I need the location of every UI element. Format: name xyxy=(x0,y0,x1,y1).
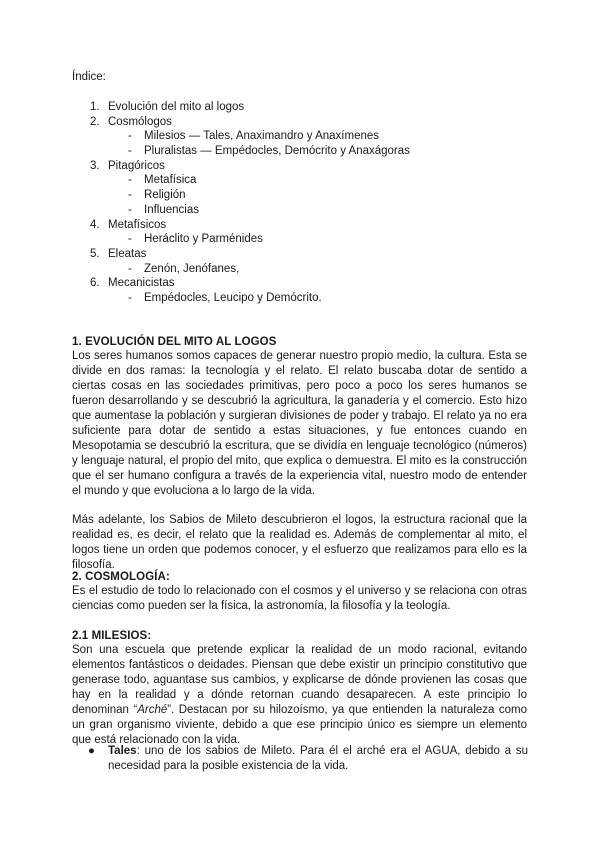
toc-subitem-text: Heráclito y Parménides xyxy=(144,233,263,246)
toc-subitem xyxy=(72,173,532,188)
toc-subitem xyxy=(72,232,532,247)
toc-item-number: 6. xyxy=(90,277,100,290)
bullet-text-tales: : uno de los sabios de Mileto. Para él el arché era el AGUA, debido a su necesidad para la posible existencia de la vida. xyxy=(108,745,528,772)
section-title-milesios: 2.1 MILESIOS: xyxy=(72,630,152,642)
toc-subitem-text: Pluralistas — Empédocles, Demócrito y Anaxágoras xyxy=(144,145,410,158)
section-title-cosmologia: 2. COSMOLOGÍA: xyxy=(72,571,170,583)
toc-item-title: Cosmólogos xyxy=(108,115,172,128)
toc-subitem-text: Influencias xyxy=(144,203,199,216)
toc-item xyxy=(72,218,532,233)
toc-item-number: 1. xyxy=(90,101,100,113)
toc-subitem-dash: - xyxy=(128,233,132,246)
paragraph-evolucion-1: Los seres humanos somos capaces de generar nuestro propio medio, la cultura. Esta se divide en dos ramas: la tecnología y el relato. El relato buscaba dotar de sentido a ciertas cosas en las sociedades primitivas, pero poco a poco los seres humanos se fueron desarrollando y se descubrió la agricultura, la ganadería y el comercio. Esto hizo que aumentase la población y surgieran divisiones de poder y trabajo. El relato ya no era suficiente para dotar de sentido a estas situaciones, y fue entonces cuando en Mesopotamia se descubrió la escritura, que se dividía en lenguaje tecnológico (números) y lenguaje natural, el propio del mito, que explica o demuestra. El mito es la construcción que el ser humano configura a través de la experiencia vital, nuestro modo de entender el mundo y que evoluciona a lo largo de la vida. xyxy=(72,350,527,497)
toc-subitem xyxy=(72,188,532,203)
table-of-contents xyxy=(72,100,532,306)
toc-subitem-dash: - xyxy=(128,203,132,216)
toc-item xyxy=(72,100,532,115)
toc-subitem xyxy=(72,262,532,277)
toc-item-number: 2. xyxy=(90,115,100,128)
toc-subitem-text: Metafísica xyxy=(144,174,197,187)
paragraph-milesios xyxy=(72,643,527,748)
toc-item-title: Eleatas xyxy=(108,247,147,260)
toc-item-number: 4. xyxy=(90,218,100,231)
paragraph-evolucion-2: Más adelante, los Sabios de Mileto descubrieron el logos, la estructura racional que la realidad es, es decir, el relato que la realidad es. Además de complementar al mito, el logos tiene un orden que podemos conocer, y el esfuerzo que realizamos para ello es la filosofía. xyxy=(72,514,527,571)
toc-subitem-dash: - xyxy=(128,145,132,158)
toc-subitem-dash: - xyxy=(128,174,132,187)
toc-subitem-text: Milesios — Tales, Anaximandro y Anaxímenes xyxy=(144,130,380,143)
toc-subitem xyxy=(72,203,532,218)
milesios-text-b: ”. Destacan por su hilozoísmo, ya que entienden la naturaleza como un gran organismo viviente, debido a que ese principio único es siempre un elemento que está relacionado con la vida. xyxy=(72,704,527,746)
toc-item xyxy=(72,159,532,174)
toc-item-title: Evolución del mito al logos xyxy=(108,101,245,113)
toc-subitem xyxy=(72,291,532,306)
toc-subitem-text: Religión xyxy=(144,189,186,202)
paragraph-cosmologia: Es el estudio de todo lo relacionado con el cosmos y el universo y se relaciona con otras ciencias como pueden ser la física, la astronomía, la filosofía y la teología. xyxy=(72,585,527,612)
toc-subitem xyxy=(72,129,532,144)
bullet-icon: ● xyxy=(88,745,95,757)
toc-item-number: 5. xyxy=(90,247,100,260)
toc-subitem-dash: - xyxy=(128,189,132,202)
index-title: Índice: xyxy=(72,71,106,83)
toc-subitem-dash: - xyxy=(128,130,132,143)
toc-subitem xyxy=(72,144,532,159)
milesios-text-a: Son una escuela que pretende explicar la realidad de un modo racional, evitando elementos fantásticos o deidades. Piensan que debe existir un principio constitutivo que generase todo, aguantase sus cambios, y explicarse de dónde provienen las cosas que hay en la realidad y a dónde retornan cuando desaparecen. A este principio lo denominan “ xyxy=(72,644,527,716)
toc-item-number: 3. xyxy=(90,159,100,172)
toc-item xyxy=(72,247,532,262)
toc-item xyxy=(72,115,532,130)
toc-item xyxy=(72,276,532,291)
toc-subitem-text: Zenón, Jenófanes, xyxy=(144,262,240,275)
arche-term: Arché xyxy=(137,704,168,716)
toc-subitem-text: Empédocles, Leucipo y Demócrito. xyxy=(144,291,322,304)
section-title-evolucion: 1. EVOLUCIÓN DEL MITO AL LOGOS xyxy=(72,336,277,348)
toc-subitem-dash: - xyxy=(128,262,132,275)
bullet-term-tales: Tales xyxy=(108,745,137,757)
toc-item-title: Mecanicistas xyxy=(108,277,175,290)
bullet-item-tales xyxy=(108,744,528,774)
toc-item-title: Pitagóricos xyxy=(108,159,165,172)
toc-item-title: Metafísicos xyxy=(108,218,167,231)
toc-subitem-dash: - xyxy=(128,291,132,304)
